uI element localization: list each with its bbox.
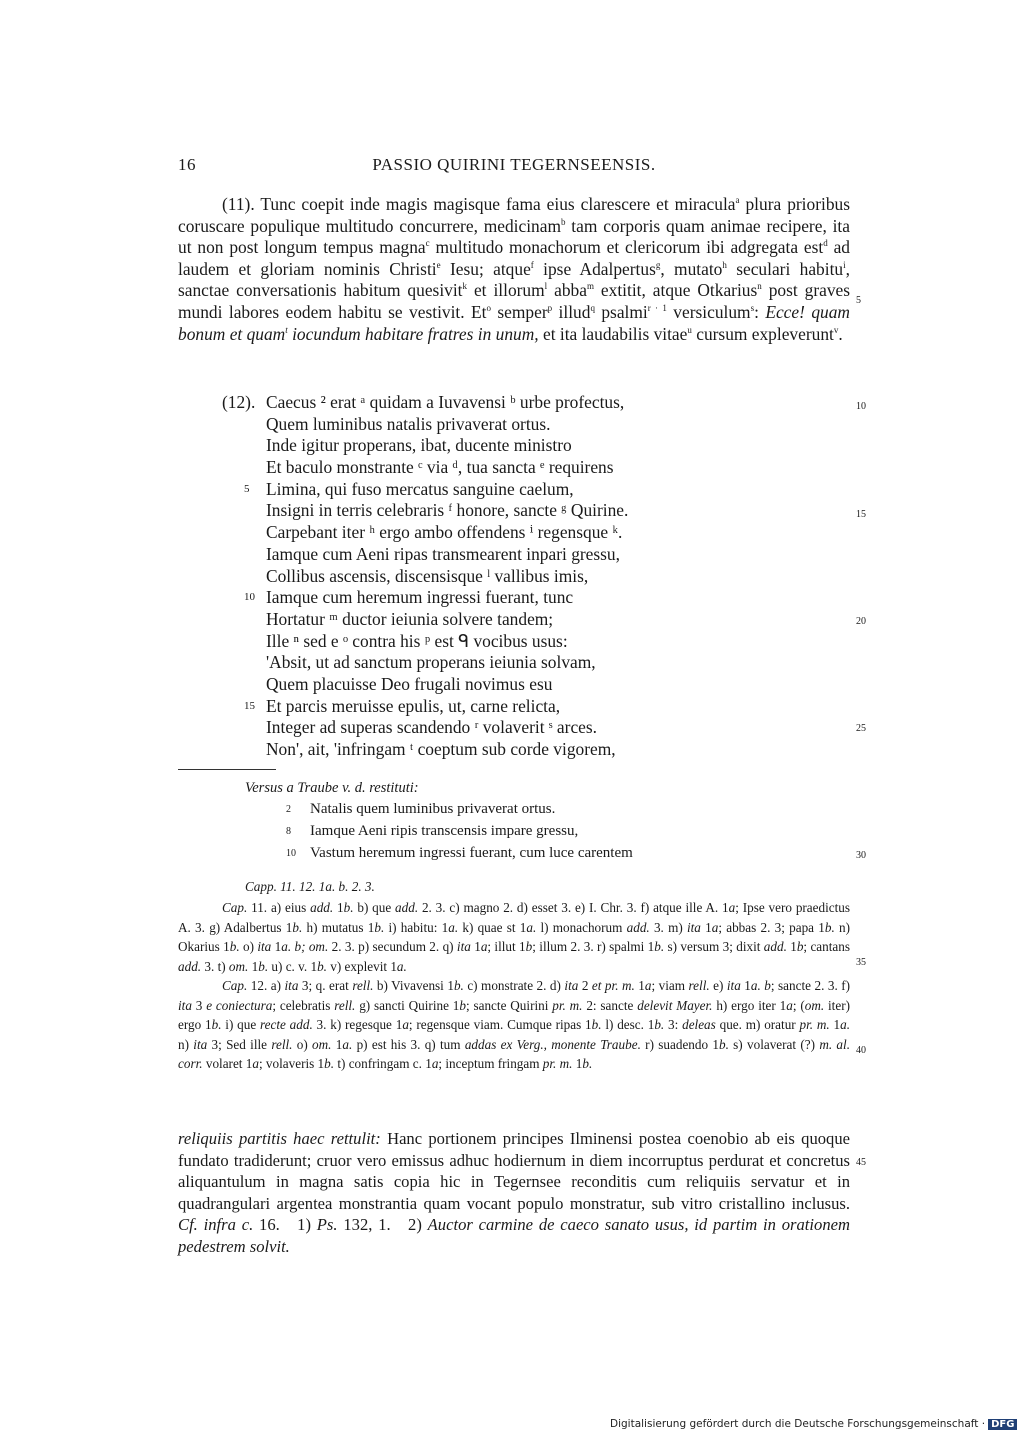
section-label: (12). xyxy=(222,392,256,412)
verse-line: (12). Caecus ² erat ᵃ quidam a Iuvavensi ᵇ urbe profectus, xyxy=(222,392,625,412)
page-number: 16 xyxy=(178,155,196,174)
verse-line: 10 Iamque cum heremum ingressi fuerant, tunc xyxy=(244,587,574,608)
margin-line-number: 5 xyxy=(856,295,861,306)
verse-line: Ille ⁿ sed e ᵒ contra his ᵖ est ᑫ vocibus usus: xyxy=(266,630,568,651)
document-page: 16 PASSIO QUIRINI TEGERNSEENSIS. (11). Tunc coepit inde magis magisque fama eius clarescere et miracula$^a$ plura prioribus coruscare populique multitudo concurrere, medicinam$^b$ tam corporis quam animae recipere, ita ut non post longum tempus magna$^c$ multitudo monachorum et clericorum ibi adgregata est$^d$ ad laudem et gloriam nominis Christi$^e$ Iesu; atque$^f$ ipse Adalpertus$^g$, mutato$^h$ seculari habitu$^i$, sanctae conversationis habitum quesivit$^k$ et illorum$^l$ abba$^m$ extitit, atque Otkarius$^n$ post graves mundi labores eodem habitu se vestivit. Et$^o$ semper$^p$ illud$^q$ psalmi$^{r \cdot 1}$ versiculum$^s$: Ecce! quam bonum et quam$^t$ iocundum habitare fratres in unum, et ita laudabilis vitae$^u$ cursum expleverunt$^v$. (12). Caecus ² erat ᵃ quidam a Iuvavensi ᵇ urbe profectus, Quem luminibus natalis privaverat ortus. Inde igitur properans, ibat, ducente ministro Et baculo monstrante ᶜ via ᵈ, tua sancta ᵉ requirens 5 Limina, qui fuso mercatus sanguine caelum, Insigni in terris celebraris ᶠ honore, sancte ᵍ Quirine. Carpebant iter ʰ ergo ambo offendens ⁱ regensque ᵏ. Iamque cum Aeni ripas transmearent inpari gressu, Collibus ascensis, discensisque ˡ vallibus imis, 10 Iamque cum heremum ingressi fuerant, tunc Hortatur ᵐ ductor ieiunia solvere tandem; Ille ⁿ sed e ᵒ contra his ᵖ est ᑫ vocibus usus: 'Absit, ut ad sanctum properans ieiunia solvam, Quem placuisse Deo frugali novimus esu 15 Et parcis meruisse epulis, ut, carne relicta, Integer ad superas scandendo ʳ volaverit ˢ arces. Non', ait, 'infringam ᵗ coeptum sub corde vigorem, 5 10 15 20 25 30 35 40 45 Versus a Traube v. d. restituti: 2 Natalis quem luminibus privaverat ortus. 8 Iamque Aeni ripis transcensis impare gressu, 10 Vastum heremum ingressi fuerant, cum luce carentem Capp. 11. 12. 1a. b. 2. 3. Cap. 11. a) eius add. 1b. b) que add. 2. 3. c) magno 2. d) esset 3. e) I. Chr. 3. f) atque ille A. 1a; Ipse vero praedictus A. 3. g) Adalbertus 1b. h) mutatus 1b. i) habitu: 1a. k) quae st 1a. l) monachorum add. 3. m) ita 1a; abbas 2. 3; papa 1b. n) Okarius 1b. o) ita 1a. b; om. 2. 3. p) secundum 2. q) ita 1a; illut 1b; illum 2. 3. r) spalmi 1b. s) versum 3; dixit add. 1b; cantans add. 3. t) om. 1b. u) c. v. 1b. v) explevit 1a. Cap. 12. a) ita 3; q. erat rell. b) Vivavensi 1b. c) monstrate 2. d) ita 2 et pr. m. 1a; viam rell. e) ita 1a. b; sancte 2. 3. f) ita 3 e coniectura; celebratis rell. g) sancti Quirine 1b; sancte Quirini pr. m. 2: sancte delevit Mayer. h) ergo iter 1a; (om. iter) ergo 1b. i) que recte add. 3. k) regesque 1a; regensque viam. Cumque ripas 1b. l) desc. 1b. 3: deleas que. m) oratur pr. m. 1a. n) ita 3; Sed ille rell. o) om. 1a. p) est his 3. q) tum addas ex Verg., monente Traube. r) suadendo 1b. s) volaverat (?) m. al. corr. volaret 1a; volaveris 1b. t) confringam c. 1a; inceptum fringam pr. m. 1b. reliquiis partitis haec rettulit: Hanc portionem principes Ilminensi postea coenobio ab eis quoque fundato tradiderunt; cruor vero emissus adhuc hodiernum in diem incorruptus perdurat et concretus aliquantulum in magna satis copia hic in Tegernsee reconditis cum reliquiis servatur et in quadrangulari argentea monstrantia quam vocant populo monstratur, sub vitro cristallino inclusus. Cf. infra c. 16. 1) Ps. 132, 1. 2) Auctor carmine de caeco sanato usus, id partim in orationem pedestrem solvit. Digitalisierung gefördert durch die Deutsche Forschungsgemeinschaft · DFG xyxy=(0,0,1000,1434)
page-title: PASSIO QUIRINI TEGERNSEENSIS. xyxy=(372,155,656,174)
margin-line-number: 15 xyxy=(856,509,866,520)
footnote-rule xyxy=(178,769,276,770)
apparatus-cap-11: Cap. 11. a) eius add. 1b. b) que add. 2. 3. c) magno 2. d) esset 3. e) I. Chr. 3. f) atque ille A. 1a; Ipse vero praedictus A. 3. g) Adalbertus 1b. h) mutatus 1b. i) habitu: 1a. k) quae st 1a. l) monachorum add. 3. m) ita 1a; abbas 2. 3; papa 1b. n) Okarius 1b. o) ita 1a. b; om. 2. 3. p) secundum 2. q) ita 1a; illut 1b; illum 2. 3. r) spalmi 1b. s) versum 3; dixit add. 1b; cantans add. 3. t) om. 1b. u) c. v. 1b. v) explevit 1a. Cap. 12. a) ita 3; q. erat rell. b) Vivavensi 1b. c) monstrate 2. d) ita 2 et pr. m. 1a; viam rell. e) ita 1a. b; sancte 2. 3. f) ita 3 e coniectura; celebratis rell. g) sancti Quirine 1b; sancte Quirini pr. m. 2: sancte delevit Mayer. h) ergo iter 1a; (om. iter) ergo 1b. i) que recte add. 3. k) regesque 1a; regensque viam. Cumque ripas 1b. l) desc. 1b. 3: deleas que. m) oratur pr. m. 1a. n) ita 3; Sed ille rell. o) om. 1a. p) est his 3. q) tum addas ex Verg., monente Traube. r) suadendo 1b. s) volaverat (?) m. al. corr. volaret 1a; volaveris 1b. t) confringam c. 1a; inceptum fringam pr. m. 1b. xyxy=(178,900,851,1071)
margin-line-number: 35 xyxy=(856,957,866,968)
verse-line: Insigni in terris celebraris ᶠ honore, sancte ᵍ Quirine. xyxy=(266,500,629,521)
capp-label: Capp. 11. 12. 1a. b. 2. 3. xyxy=(245,879,375,894)
digitization-footer xyxy=(610,1418,1017,1430)
margin-line-number: 40 xyxy=(856,1045,866,1056)
verse-line: Et baculo monstrante ᶜ via ᵈ, tua sancta ᵉ requirens xyxy=(266,457,614,478)
verse-line: Iamque cum Aeni ripas transmearent inpari gressu, xyxy=(266,543,620,564)
verse-line: Integer ad superas scandendo ʳ volaverit ˢ arces. xyxy=(266,717,597,738)
commentary-note: reliquiis partitis haec rettulit: Hanc portionem principes Ilminensi postea coenobio ab eis quoque fundato tradiderunt; cruor vero emissus adhuc hodiernum in diem incorruptus perdurat et concretus aliquantulum in magna satis copia hic in Tegernsee reconditis cum reliquiis servatur et in quadrangulari argentea monstrantia quam vocant populo monstratur, sub vitro cristallino inclusus. Cf. infra c. 16. 1) Ps. 132, 1. 2) Auctor carmine de caeco sanato usus, id partim in orationem pedestrem solvit. xyxy=(178,1129,850,1256)
footnote-intro: Versus a Traube v. d. restituti: xyxy=(245,780,419,796)
verse-number: 15 xyxy=(244,699,255,712)
margin-line-number: 10 xyxy=(856,401,866,412)
verse-number: 10 xyxy=(244,591,255,604)
verse-line: 5 Limina, qui fuso mercatus sanguine caelum, xyxy=(244,478,574,499)
verse-line: Quem luminibus natalis privaverat ortus. xyxy=(266,413,551,434)
verse-line: Collibus ascensis, discensisque ˡ vallibus imis, xyxy=(266,565,589,586)
margin-line-number: 30 xyxy=(856,850,866,861)
footer-text: Digitalisierung gefördert durch die Deutsche Forschungsgemeinschaft · xyxy=(610,1418,986,1430)
verse-block-12 xyxy=(178,392,850,761)
verse-line: Carpebant iter ʰ ergo ambo offendens ⁱ regensque ᵏ. xyxy=(266,522,623,543)
page-header xyxy=(178,155,850,181)
apparatus-capp xyxy=(178,877,850,897)
verse-line: Non', ait, 'infringam ᵗ coeptum sub corde vigorem, xyxy=(266,739,616,759)
margin-line-number: 25 xyxy=(856,723,866,734)
paragraph-11: (11). Tunc coepit inde magis magisque fama eius clarescere et miracula$^a$ plura prioribus coruscare populique multitudo concurrere, medicinam$^b$ tam corporis quam animae recipere, ita ut non post longum tempus magna$^c$ multitudo monachorum et clericorum ibi adgregata est$^d$ ad laudem et gloriam nominis Christi$^e$ Iesu; atque$^f$ ipse Adalpertus$^g$, mutato$^h$ seculari habitu$^i$, sanctae conversationis habitum quesivit$^k$ et illorum$^l$ abba$^m$ extitit, atque Otkarius$^n$ post graves mundi labores eodem habitu se vestivit. Et$^o$ semper$^p$ illud$^q$ psalmi$^{r \cdot 1}$ versiculum$^s$: Ecce! quam bonum et quam$^t$ iocundum habitare fratres in unum, et ita laudabilis vitae$^u$ cursum expleverunt$^v$. xyxy=(178,194,851,344)
verse-line: 15 Et parcis meruisse epulis, ut, carne relicta, xyxy=(244,695,561,716)
verse-line: 'Absit, ut ad sanctum properans ieiunia solvam, xyxy=(266,652,596,673)
verse-line: Hortatur ᵐ ductor ieiunia solvere tandem; xyxy=(266,608,554,629)
margin-line-number: 20 xyxy=(856,616,866,627)
verse-line: Inde igitur properans, ibat, ducente ministro xyxy=(266,435,572,456)
verse-line: Quem placuisse Deo frugali novimus esu xyxy=(266,673,553,694)
dfg-logo: DFG xyxy=(988,1419,1017,1430)
verse-number: 5 xyxy=(244,482,250,495)
margin-line-number: 45 xyxy=(856,1157,866,1168)
